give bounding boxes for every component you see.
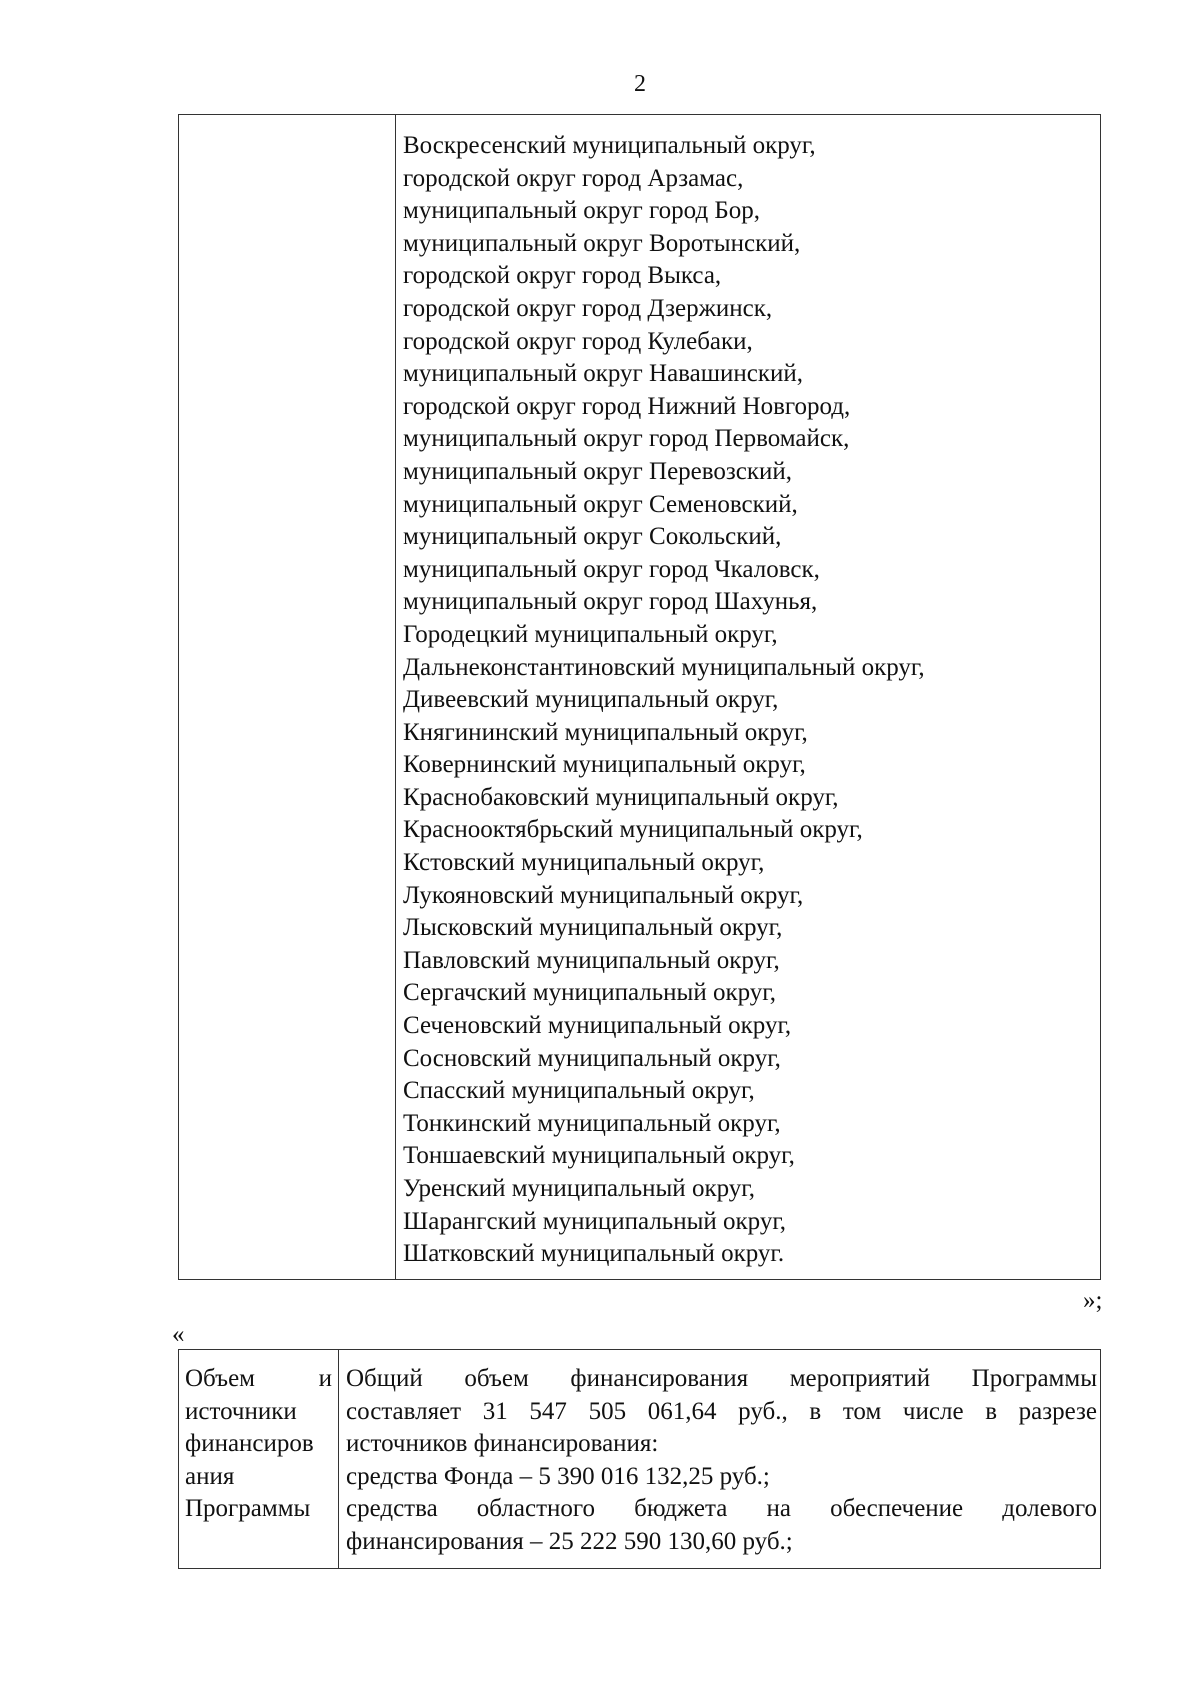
content-line: финансирования – 25 222 590 130,60 руб.; bbox=[346, 1527, 793, 1555]
district-item: Сосновский муниципальный округ, bbox=[403, 1044, 781, 1072]
district-item: Уренский муниципальный округ, bbox=[403, 1175, 755, 1202]
districts-list bbox=[403, 130, 925, 1271]
district-item: Шарангский муниципальный округ, bbox=[403, 1207, 787, 1235]
page-number: 2 bbox=[634, 71, 646, 97]
district-item: муниципальный округ Навашинский, bbox=[403, 360, 804, 388]
district-item: городской округ город Кулебаки, bbox=[403, 327, 753, 355]
district-item: муниципальный округ Семеновский, bbox=[403, 490, 798, 518]
content-line: составляет 31 547 505 061,64 руб., в том числе в разрезе bbox=[346, 1397, 1097, 1425]
label-word: и bbox=[318, 1365, 332, 1392]
district-item: городской округ город Дзержинск, bbox=[403, 294, 773, 322]
district-item: Шатковский муниципальный округ. bbox=[403, 1240, 785, 1268]
district-item: Тоншаевский муниципальный округ, bbox=[403, 1142, 795, 1170]
column-divider bbox=[395, 115, 396, 1279]
district-item: городской округ город Выкса, bbox=[403, 262, 722, 290]
district-item: Дальнеконстантиновский муниципальный округ, bbox=[403, 653, 925, 681]
district-item: Лукояновский муниципальный округ, bbox=[403, 881, 804, 909]
district-item: Тонкинский муниципальный округ, bbox=[403, 1109, 781, 1137]
content-line: средства Фонда – 5 390 016 132,25 руб.; bbox=[346, 1462, 770, 1490]
content-line: Общий объем финансирования мероприятий Программы bbox=[346, 1365, 1097, 1392]
district-item: муниципальный округ город Бор, bbox=[403, 197, 761, 225]
district-item: Ковернинский муниципальный округ, bbox=[403, 751, 806, 779]
district-item: городской округ город Арзамас, bbox=[403, 164, 744, 192]
content-line: источников финансирования: bbox=[346, 1430, 659, 1458]
content-line: средства областного бюджета на обеспечение долевого bbox=[346, 1495, 1097, 1523]
district-item: муниципальный округ город Чкаловск, bbox=[403, 555, 820, 583]
district-item: Кстовский муниципальный округ, bbox=[403, 849, 765, 877]
district-item: Павловский муниципальный округ, bbox=[403, 946, 780, 974]
label-line: финансиров bbox=[185, 1430, 314, 1458]
district-item: Дивеевский муниципальный округ, bbox=[403, 686, 779, 714]
district-item: Княгининский муниципальный округ, bbox=[403, 718, 808, 746]
district-item: муниципальный округ Воротынский, bbox=[403, 229, 801, 257]
label-line bbox=[185, 1363, 332, 1396]
opening-quote: « bbox=[172, 1321, 185, 1348]
district-item: Сеченовский муниципальный округ, bbox=[403, 1012, 792, 1040]
district-item: муниципальный округ город Шахунья, bbox=[403, 588, 818, 616]
district-item: муниципальный округ город Первомайск, bbox=[403, 425, 850, 453]
district-item: городской округ город Нижний Новгород, bbox=[403, 392, 851, 420]
district-item: муниципальный округ Сокольский, bbox=[403, 523, 782, 551]
column-divider bbox=[338, 1350, 339, 1568]
label-line: ания bbox=[185, 1462, 235, 1490]
district-item: Краснобаковский муниципальный округ, bbox=[403, 783, 839, 811]
district-item: муниципальный округ Перевозский, bbox=[403, 457, 793, 485]
financing-table bbox=[178, 1349, 1101, 1569]
district-item: Сергачский муниципальный округ, bbox=[403, 979, 776, 1007]
closing-quote: »; bbox=[1083, 1287, 1103, 1314]
label-line: Программы bbox=[185, 1495, 311, 1523]
district-item: Городецкий муниципальный округ, bbox=[403, 620, 778, 648]
district-item: Воскресенский муниципальный округ, bbox=[403, 132, 816, 159]
district-item: Краснооктябрьский муниципальный округ, bbox=[403, 816, 863, 844]
financing-label-cell bbox=[185, 1363, 332, 1526]
district-item: Лысковский муниципальный округ, bbox=[403, 914, 783, 942]
districts-table bbox=[178, 114, 1101, 1280]
financing-content-cell bbox=[346, 1363, 1097, 1559]
label-line: источники bbox=[185, 1397, 297, 1425]
label-word: Объем bbox=[185, 1365, 255, 1392]
district-item: Спасский муниципальный округ, bbox=[403, 1077, 755, 1105]
